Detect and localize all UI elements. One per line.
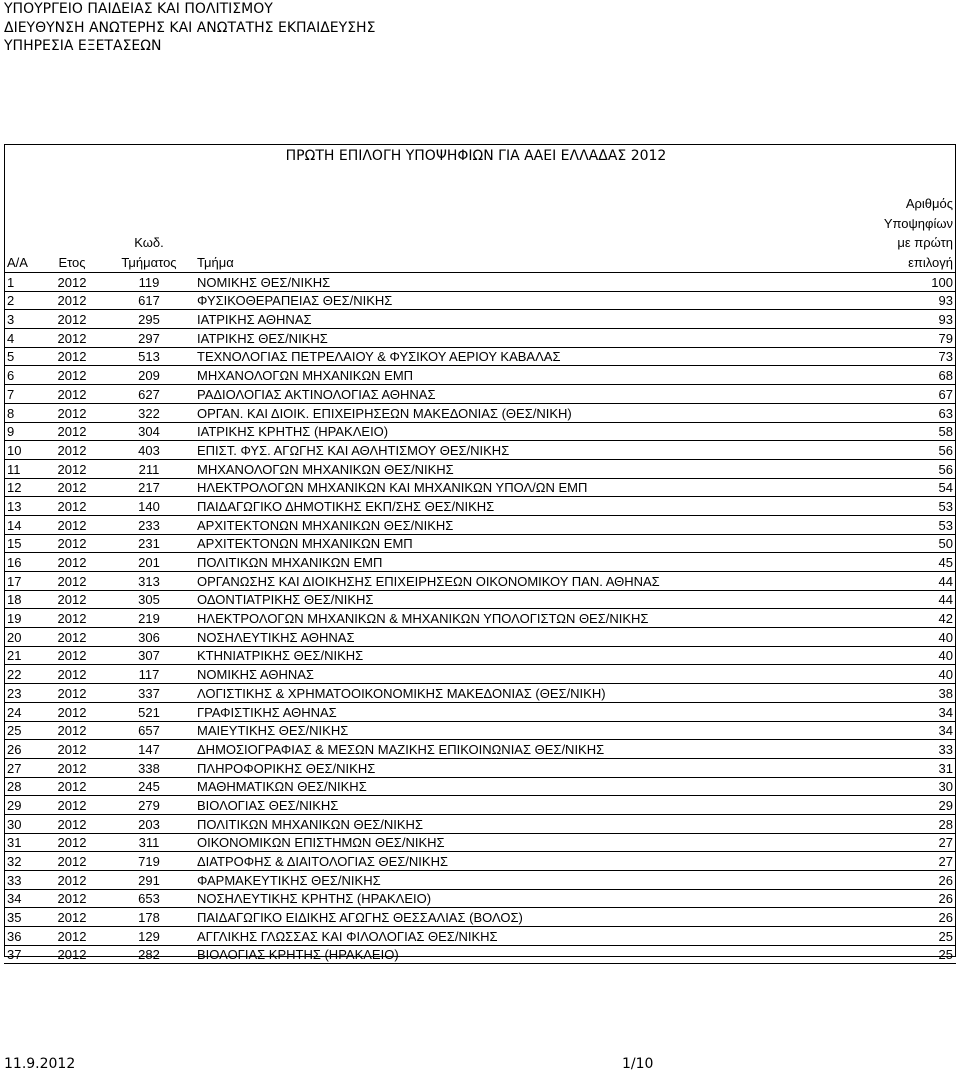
cell-aa: 23	[4, 684, 40, 703]
table-row	[4, 871, 956, 890]
table-row	[4, 366, 956, 385]
cell-year: 2012	[40, 796, 104, 815]
document-header	[4, 0, 375, 56]
cell-aa: 6	[4, 366, 40, 385]
service-name: ΥΠΗΡΕΣΙΑ ΕΞΕΤΑΣΕΩΝ	[4, 38, 162, 54]
cell-code: 617	[104, 291, 194, 310]
table-row	[4, 553, 956, 572]
cell-aa: 34	[4, 889, 40, 908]
table-row	[4, 889, 956, 908]
cell-year: 2012	[40, 628, 104, 647]
table-row	[4, 291, 956, 310]
cell-code: 203	[104, 814, 194, 833]
cell-dept: ΠΟΛΙΤΙΚΩΝ ΜΗΧΑΝΙΚΩΝ ΕΜΠ	[194, 553, 846, 572]
cell-dept: ΔΙΑΤΡΟΦΗΣ & ΔΙΑΙΤΟΛΟΓΙΑΣ ΘΕΣ/ΝΙΚΗΣ	[194, 852, 846, 871]
cell-dept: ΗΛΕΚΤΡΟΛΟΓΩΝ ΜΗΧΑΝΙΚΩΝ ΚΑΙ ΜΗΧΑΝΙΚΩΝ ΥΠΟΛ/ΩΝ ΕΜΠ	[194, 478, 846, 497]
cell-count: 56	[846, 441, 956, 460]
cell-year: 2012	[40, 852, 104, 871]
cell-aa: 24	[4, 702, 40, 721]
cell-code: 521	[104, 702, 194, 721]
cell-code: 119	[104, 273, 194, 292]
cell-count: 67	[846, 385, 956, 404]
cell-year: 2012	[40, 833, 104, 852]
cell-dept: ΒΙΟΛΟΓΙΑΣ ΚΡΗΤΗΣ (ΗΡΑΚΛΕΙΟ)	[194, 945, 846, 964]
cell-count: 25	[846, 945, 956, 964]
cell-aa: 26	[4, 740, 40, 759]
table-row	[4, 702, 956, 721]
cell-count: 26	[846, 908, 956, 927]
cell-code: 279	[104, 796, 194, 815]
cell-count: 31	[846, 758, 956, 777]
cell-count: 33	[846, 740, 956, 759]
cell-dept: ΜΗΧΑΝΟΛΟΓΩΝ ΜΗΧΑΝΙΚΩΝ ΘΕΣ/ΝΙΚΗΣ	[194, 459, 846, 478]
cell-year: 2012	[40, 740, 104, 759]
cell-code: 217	[104, 478, 194, 497]
cell-year: 2012	[40, 871, 104, 890]
cell-code: 305	[104, 590, 194, 609]
cell-aa: 36	[4, 927, 40, 946]
cell-aa: 21	[4, 646, 40, 665]
cell-dept: ΟΔΟΝΤΙΑΤΡΙΚΗΣ ΘΕΣ/ΝΙΚΗΣ	[194, 590, 846, 609]
cell-year: 2012	[40, 478, 104, 497]
table-header-row	[4, 192, 956, 273]
cell-aa: 28	[4, 777, 40, 796]
cell-code: 147	[104, 740, 194, 759]
cell-code: 513	[104, 347, 194, 366]
cell-count: 34	[846, 702, 956, 721]
cell-count: 93	[846, 291, 956, 310]
cell-dept: ΙΑΤΡΙΚΗΣ ΚΡΗΤΗΣ (ΗΡΑΚΛΕΙΟ)	[194, 422, 846, 441]
cell-year: 2012	[40, 403, 104, 422]
cell-year: 2012	[40, 721, 104, 740]
cell-count: 40	[846, 646, 956, 665]
cell-code: 311	[104, 833, 194, 852]
cell-dept: ΙΑΤΡΙΚΗΣ ΑΘΗΝΑΣ	[194, 310, 846, 329]
cell-year: 2012	[40, 777, 104, 796]
table-row	[4, 758, 956, 777]
cell-count: 58	[846, 422, 956, 441]
footer-date: 11.9.2012	[4, 1056, 76, 1072]
cell-count: 28	[846, 814, 956, 833]
cell-aa: 5	[4, 347, 40, 366]
cell-year: 2012	[40, 273, 104, 292]
cell-aa: 9	[4, 422, 40, 441]
table-row	[4, 310, 956, 329]
cell-code: 322	[104, 403, 194, 422]
cell-count: 53	[846, 515, 956, 534]
cell-aa: 13	[4, 497, 40, 516]
table-row	[4, 646, 956, 665]
table-row	[4, 515, 956, 534]
cell-year: 2012	[40, 385, 104, 404]
cell-count: 68	[846, 366, 956, 385]
cell-aa: 32	[4, 852, 40, 871]
cell-aa: 18	[4, 590, 40, 609]
cell-count: 79	[846, 329, 956, 348]
cell-year: 2012	[40, 347, 104, 366]
cell-dept: ΟΡΓΑΝΩΣΗΣ ΚΑΙ ΔΙΟΙΚΗΣΗΣ ΕΠΙΧΕΙΡΗΣΕΩΝ ΟΙΚΟΝΟΜΙΚΟΥ ΠΑΝ. ΑΘΗΝΑΣ	[194, 572, 846, 591]
cell-count: 56	[846, 459, 956, 478]
cell-code: 140	[104, 497, 194, 516]
cell-aa: 12	[4, 478, 40, 497]
cell-dept: ΜΗΧΑΝΟΛΟΓΩΝ ΜΗΧΑΝΙΚΩΝ ΕΜΠ	[194, 366, 846, 385]
cell-count: 27	[846, 852, 956, 871]
cell-dept: ΝΟΣΗΛΕΥΤΙΚΗΣ ΑΘΗΝΑΣ	[194, 628, 846, 647]
cell-count: 44	[846, 572, 956, 591]
cell-aa: 7	[4, 385, 40, 404]
cell-aa: 2	[4, 291, 40, 310]
table-row	[4, 628, 956, 647]
cell-aa: 37	[4, 945, 40, 964]
cell-aa: 19	[4, 609, 40, 628]
cell-code: 231	[104, 534, 194, 553]
cell-code: 209	[104, 366, 194, 385]
cell-code: 403	[104, 441, 194, 460]
table-row	[4, 572, 956, 591]
cell-year: 2012	[40, 889, 104, 908]
cell-count: 50	[846, 534, 956, 553]
cell-year: 2012	[40, 422, 104, 441]
table-row	[4, 740, 956, 759]
cell-year: 2012	[40, 908, 104, 927]
col-header-year: Ετος	[58, 254, 86, 270]
cell-year: 2012	[40, 366, 104, 385]
cell-code: 233	[104, 515, 194, 534]
cell-aa: 27	[4, 758, 40, 777]
table-row	[4, 814, 956, 833]
cell-count: 44	[846, 590, 956, 609]
cell-count: 38	[846, 684, 956, 703]
cell-aa: 29	[4, 796, 40, 815]
cell-aa: 11	[4, 459, 40, 478]
table-row	[4, 478, 956, 497]
table-row	[4, 927, 956, 946]
directorate-name: ΔΙΕΥΘΥΝΣΗ ΑΝΩΤΕΡΗΣ ΚΑΙ ΑΝΩΤΑΤΗΣ ΕΚΠΑΙΔΕΥΣΗΣ	[4, 19, 376, 36]
cell-year: 2012	[40, 684, 104, 703]
cell-dept: ΓΡΑΦΙΣΤΙΚΗΣ ΑΘΗΝΑΣ	[194, 702, 846, 721]
table-row	[4, 347, 956, 366]
cell-dept: ΦΑΡΜΑΚΕΥΤΙΚΗΣ ΘΕΣ/ΝΙΚΗΣ	[194, 871, 846, 890]
cell-year: 2012	[40, 459, 104, 478]
cell-dept: ΝΟΜΙΚΗΣ ΑΘΗΝΑΣ	[194, 665, 846, 684]
cell-dept: ΚΤΗΝΙΑΤΡΙΚΗΣ ΘΕΣ/ΝΙΚΗΣ	[194, 646, 846, 665]
cell-count: 25	[846, 927, 956, 946]
table-row	[4, 665, 956, 684]
cell-year: 2012	[40, 590, 104, 609]
cell-count: 42	[846, 609, 956, 628]
page-title-text: ΠΡΩΤΗ ΕΠΙΛΟΓΗ ΥΠΟΨΗΦΙΩΝ ΓΙΑ ΑΑΕΙ ΕΛΛΑΔΑΣ 2012	[285, 148, 667, 164]
cell-aa: 1	[4, 273, 40, 292]
cell-dept: ΛΟΓΙΣΤΙΚΗΣ & ΧΡΗΜΑΤΟΟΙΚΟΝΟΜΙΚΗΣ ΜΑΚΕΔΟΝΙΑΣ (ΘΕΣ/ΝΙΚΗ)	[194, 684, 846, 703]
cell-code: 295	[104, 310, 194, 329]
cell-dept: ΙΑΤΡΙΚΗΣ ΘΕΣ/ΝΙΚΗΣ	[194, 329, 846, 348]
cell-code: 653	[104, 889, 194, 908]
table-row	[4, 329, 956, 348]
cell-count: 73	[846, 347, 956, 366]
cell-count: 26	[846, 871, 956, 890]
cell-year: 2012	[40, 329, 104, 348]
col-header-dept: Τμήμα	[197, 254, 234, 270]
cell-count: 54	[846, 478, 956, 497]
table-row	[4, 534, 956, 553]
table-row	[4, 833, 956, 852]
cell-year: 2012	[40, 665, 104, 684]
col-header-code: Κωδ. Τμήματος	[121, 235, 177, 270]
cell-year: 2012	[40, 646, 104, 665]
cell-code: 117	[104, 665, 194, 684]
cell-year: 2012	[40, 927, 104, 946]
page-title	[0, 148, 952, 164]
table-row	[4, 459, 956, 478]
cell-dept: ΟΙΚΟΝΟΜΙΚΩΝ ΕΠΙΣΤΗΜΩΝ ΘΕΣ/ΝΙΚΗΣ	[194, 833, 846, 852]
table-row	[4, 385, 956, 404]
cell-year: 2012	[40, 553, 104, 572]
table-row	[4, 403, 956, 422]
cell-dept: ΝΟΜΙΚΗΣ ΘΕΣ/ΝΙΚΗΣ	[194, 273, 846, 292]
cell-dept: ΠΛΗΡΟΦΟΡΙΚΗΣ ΘΕΣ/ΝΙΚΗΣ	[194, 758, 846, 777]
cell-dept: ΜΑΘΗΜΑΤΙΚΩΝ ΘΕΣ/ΝΙΚΗΣ	[194, 777, 846, 796]
table-row	[4, 273, 956, 292]
cell-dept: ΔΗΜΟΣΙΟΓΡΑΦΙΑΣ & ΜΕΣΩΝ ΜΑΖΙΚΗΣ ΕΠΙΚΟΙΝΩΝΙΑΣ ΘΕΣ/ΝΙΚΗΣ	[194, 740, 846, 759]
cell-code: 282	[104, 945, 194, 964]
cell-count: 26	[846, 889, 956, 908]
col-header-aa: Α/Α	[7, 254, 28, 270]
table-row	[4, 441, 956, 460]
cell-count: 34	[846, 721, 956, 740]
cell-count: 29	[846, 796, 956, 815]
ministry-name: ΥΠΟΥΡΓΕΙΟ ΠΑΙΔΕΙΑΣ ΚΑΙ ΠΟΛΙΤΙΣΜΟΥ	[4, 1, 273, 17]
candidates-table	[4, 192, 956, 964]
cell-code: 657	[104, 721, 194, 740]
cell-code: 306	[104, 628, 194, 647]
cell-code: 627	[104, 385, 194, 404]
cell-aa: 14	[4, 515, 40, 534]
table-row	[4, 945, 956, 964]
cell-code: 245	[104, 777, 194, 796]
table-row	[4, 777, 956, 796]
cell-code: 291	[104, 871, 194, 890]
cell-code: 719	[104, 852, 194, 871]
table-row	[4, 609, 956, 628]
cell-dept: ΑΡΧΙΤΕΚΤΟΝΩΝ ΜΗΧΑΝΙΚΩΝ ΘΕΣ/ΝΙΚΗΣ	[194, 515, 846, 534]
cell-year: 2012	[40, 609, 104, 628]
cell-dept: ΦΥΣΙΚΟΘΕΡΑΠΕΙΑΣ ΘΕΣ/ΝΙΚΗΣ	[194, 291, 846, 310]
cell-code: 297	[104, 329, 194, 348]
cell-aa: 31	[4, 833, 40, 852]
cell-code: 211	[104, 459, 194, 478]
cell-code: 338	[104, 758, 194, 777]
cell-dept: ΒΙΟΛΟΓΙΑΣ ΘΕΣ/ΝΙΚΗΣ	[194, 796, 846, 815]
cell-count: 100	[846, 273, 956, 292]
cell-dept: ΠΑΙΔΑΓΩΓΙΚΟ ΕΙΔΙΚΗΣ ΑΓΩΓΗΣ ΘΕΣΣΑΛΙΑΣ (ΒΟΛΟΣ)	[194, 908, 846, 927]
cell-year: 2012	[40, 310, 104, 329]
cell-dept: ΤΕΧΝΟΛΟΓΙΑΣ ΠΕΤΡΕΛΑΙΟΥ & ΦΥΣΙΚΟΥ ΑΕΡΙΟΥ ΚΑΒΑΛΑΣ	[194, 347, 846, 366]
cell-aa: 30	[4, 814, 40, 833]
cell-aa: 17	[4, 572, 40, 591]
cell-count: 40	[846, 628, 956, 647]
cell-count: 53	[846, 497, 956, 516]
cell-dept: ΑΡΧΙΤΕΚΤΟΝΩΝ ΜΗΧΑΝΙΚΩΝ ΕΜΠ	[194, 534, 846, 553]
cell-year: 2012	[40, 441, 104, 460]
cell-dept: ΜΑΙΕΥΤΙΚΗΣ ΘΕΣ/ΝΙΚΗΣ	[194, 721, 846, 740]
col-header-count: Αριθμός Υποψηφίων με πρώτη επιλογή	[883, 196, 953, 270]
cell-code: 313	[104, 572, 194, 591]
cell-code: 219	[104, 609, 194, 628]
cell-year: 2012	[40, 814, 104, 833]
cell-year: 2012	[40, 945, 104, 964]
cell-dept: ΠΟΛΙΤΙΚΩΝ ΜΗΧΑΝΙΚΩΝ ΘΕΣ/ΝΙΚΗΣ	[194, 814, 846, 833]
table-row	[4, 422, 956, 441]
cell-year: 2012	[40, 497, 104, 516]
cell-code: 307	[104, 646, 194, 665]
table-row	[4, 721, 956, 740]
cell-aa: 35	[4, 908, 40, 927]
cell-aa: 22	[4, 665, 40, 684]
table-row	[4, 590, 956, 609]
cell-dept: ΟΡΓΑΝ. ΚΑΙ ΔΙΟΙΚ. ΕΠΙΧΕΙΡΗΣΕΩΝ ΜΑΚΕΔΟΝΙΑΣ (ΘΕΣ/ΝΙΚΗ)	[194, 403, 846, 422]
cell-code: 178	[104, 908, 194, 927]
cell-count: 63	[846, 403, 956, 422]
cell-count: 93	[846, 310, 956, 329]
cell-count: 40	[846, 665, 956, 684]
footer-page-number: 1/10	[622, 1056, 654, 1072]
cell-aa: 25	[4, 721, 40, 740]
cell-year: 2012	[40, 291, 104, 310]
cell-count: 45	[846, 553, 956, 572]
cell-code: 337	[104, 684, 194, 703]
cell-dept: ΑΓΓΛΙΚΗΣ ΓΛΩΣΣΑΣ ΚΑΙ ΦΙΛΟΛΟΓΙΑΣ ΘΕΣ/ΝΙΚΗΣ	[194, 927, 846, 946]
cell-aa: 20	[4, 628, 40, 647]
cell-aa: 4	[4, 329, 40, 348]
cell-dept: ΗΛΕΚΤΡΟΛΟΓΩΝ ΜΗΧΑΝΙΚΩΝ & ΜΗΧΑΝΙΚΩΝ ΥΠΟΛΟΓΙΣΤΩΝ ΘΕΣ/ΝΙΚΗΣ	[194, 609, 846, 628]
cell-year: 2012	[40, 758, 104, 777]
cell-code: 304	[104, 422, 194, 441]
table-row	[4, 908, 956, 927]
cell-aa: 3	[4, 310, 40, 329]
cell-dept: ΡΑΔΙΟΛΟΓΙΑΣ ΑΚΤΙΝΟΛΟΓΙΑΣ ΑΘΗΝΑΣ	[194, 385, 846, 404]
cell-year: 2012	[40, 702, 104, 721]
cell-aa: 16	[4, 553, 40, 572]
cell-dept: ΠΑΙΔΑΓΩΓΙΚΟ ΔΗΜΟΤΙΚΗΣ ΕΚΠ/ΣΗΣ ΘΕΣ/ΝΙΚΗΣ	[194, 497, 846, 516]
cell-aa: 33	[4, 871, 40, 890]
cell-aa: 15	[4, 534, 40, 553]
table-row	[4, 684, 956, 703]
cell-count: 27	[846, 833, 956, 852]
cell-code: 129	[104, 927, 194, 946]
cell-year: 2012	[40, 515, 104, 534]
cell-aa: 8	[4, 403, 40, 422]
cell-dept: ΕΠΙΣΤ. ΦΥΣ. ΑΓΩΓΗΣ ΚΑΙ ΑΘΛΗΤΙΣΜΟΥ ΘΕΣ/ΝΙΚΗΣ	[194, 441, 846, 460]
cell-dept: ΝΟΣΗΛΕΥΤΙΚΗΣ ΚΡΗΤΗΣ (ΗΡΑΚΛΕΙΟ)	[194, 889, 846, 908]
cell-count: 30	[846, 777, 956, 796]
cell-code: 201	[104, 553, 194, 572]
cell-year: 2012	[40, 534, 104, 553]
cell-year: 2012	[40, 572, 104, 591]
table-row	[4, 497, 956, 516]
table-row	[4, 796, 956, 815]
cell-aa: 10	[4, 441, 40, 460]
table-row	[4, 852, 956, 871]
